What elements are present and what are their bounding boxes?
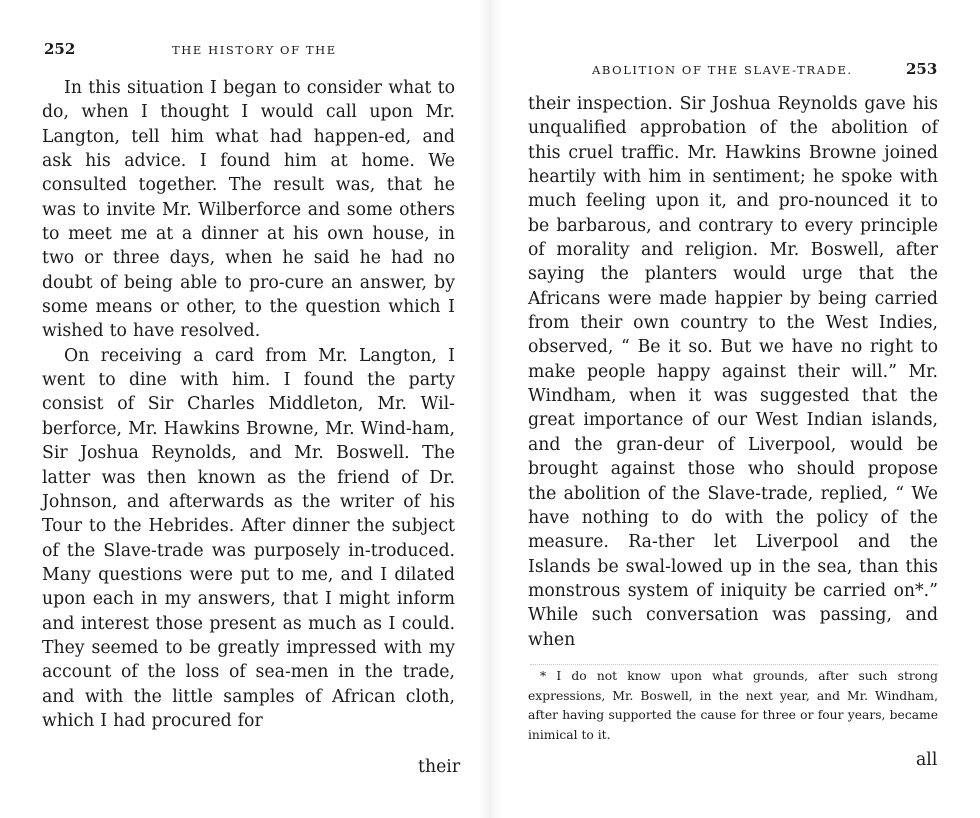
paragraph: On receiving a card from Mr. Langton, I went to dine with him. I found the party consist of Sir Charles Middleton, Mr. Wil-berforce, Mr. Hawkins Browne, Mr. Wind-ham, Sir Joshua Reynolds, and Mr. Boswell. The latter was then known as the friend of Dr. Johnson, and afterwards as the writer of his Tour to the Hebrides. After dinner the subject of the Slave-trade was purposely in-troduced. Many questions were put to me, and I dilated upon each in my answers, that I might inform and interest those present as much as I could. They seemed to be greatly impressed with my account of the loss of sea-men in the trade, and with the little samples of African cloth, which I had procured for <box>42 345 455 731</box>
catchword-left: their <box>418 757 461 777</box>
page-number-right: 253 <box>906 60 938 78</box>
page-number-left: 252 <box>44 40 76 58</box>
footnote: * I do not know upon what grounds, after such strong expressions, Mr. Boswell, in the next year, and Mr. Windham, after having supported the cause for three or four years, became inimical to it. <box>528 669 938 742</box>
paragraph: their inspection. Sir Joshua Reynolds gave his unqualified approbation of the abolition of this cruel traffic. Mr. Hawkins Browne joined heartily with him in sentiment; he spoke with much feeling upon it, and pro-nounced it to be barbarous, and contrary to every principle of morality and religion. Mr. Boswell, after saying the planters would urge that the Africans were made happier by being carried from their own country to the West Indies, observed, “ Be it so. But we have no right to make people happy against their will.” Mr. Windham, when it was suggested that the great importance of our West Indian islands, and the gran-deur of Liverpool, would be brought against those who should propose the abolition of the Slave-trade, replied, “ We have nothing to do with the policy of the measure. Ra-ther let Liverpool and the Islands be swal-lowed up in the sea, than this monstrous system of iniquity be carried on*.” While such conversation was passing, and when <box>528 94 938 650</box>
paragraph: In this situation I began to consider what to do, when I thought I would call upon Mr. Langton, tell him what had happen-ed, and ask his advice. I found him at home. We consulted together. The result was, that he was to invite Mr. Wilberforce and some others to meet me at a dinner at his own house, in two or three days, when he said he had no doubt of being able to pro-cure an answer, by some means or other, to the question which I wished to have resolved. <box>42 78 455 342</box>
catchword-right: all <box>916 750 938 770</box>
running-head-right: ABOLITION OF THE SLAVE-TRADE. <box>592 63 853 77</box>
right-page-body <box>528 92 938 652</box>
left-page-body <box>42 76 455 733</box>
footnote-divider <box>530 664 938 665</box>
running-head-left: THE HISTORY OF THE <box>172 43 337 57</box>
